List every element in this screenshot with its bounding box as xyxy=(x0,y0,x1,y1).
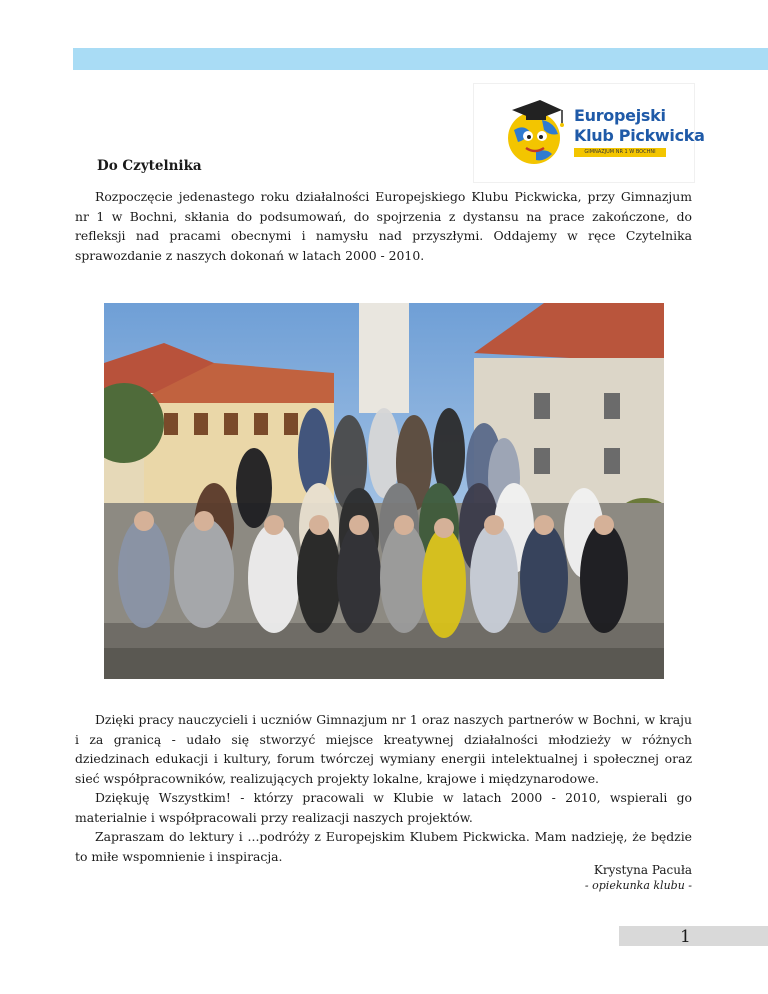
body-paragraph-1: Dzięki pracy nauczycieli i uczniów Gimnazjum nr 1 oraz naszych partnerów w Bochni, w kraju i za granicą - udało się stworzyć miejsce kreatywnej działalności młodzieży w różnych dziedzinach edukacji i kultury, forum twórczej wymiany energii intelektualnej i społecznej oraz sieć współpracowników, realizujących projekty lokalne, krajowe i międzynarodowe. xyxy=(75,712,692,786)
signature xyxy=(585,862,692,894)
header-band xyxy=(73,48,768,70)
page-number-bar xyxy=(619,926,768,946)
group-photo-illustration xyxy=(104,303,664,679)
signature-name: Krystyna Pacuła xyxy=(593,863,692,877)
page-title: Do Czytelnika xyxy=(97,158,202,174)
club-logo xyxy=(473,83,705,183)
intro-paragraph xyxy=(75,187,692,265)
signature-role: - opiekunka klubu - xyxy=(584,879,692,892)
group-photo xyxy=(104,303,664,679)
body-text xyxy=(75,710,692,866)
globe-mascot-icon xyxy=(500,96,572,168)
body-paragraph-3: Zapraszam do lektury i ...podróży z Europejskim Klubem Pickwicka. Mam nadzieję, że będzie to miłe wspomnienie i inspiracja. xyxy=(75,829,692,864)
logo-title-line1: Europejski xyxy=(574,106,666,125)
body-paragraph-2: Dziękuję Wszystkim! - którzy pracowali w Klubie w latach 2000 - 2010, wspierali go materialnie i współpracowali przy realizacji naszych projektów. xyxy=(75,790,692,825)
logo-subtitle: GIMNAZJUM NR 1 W BOCHNI xyxy=(574,148,666,157)
page-number: 1 xyxy=(680,927,691,947)
logo-title-line2: Klub Pickwicka xyxy=(574,126,705,145)
intro-text: Rozpoczęcie jedenastego roku działalności Europejskiego Klubu Pickwicka, przy Gimnazjum nr 1 w Bochni, skłania do podsumowań, do spojrzenia z dystansu na prace zakończone, do refleksji nad pracami obecnymi i namysłu nad przyszłymi. Oddajemy w ręce Czytelnika sprawozdanie z naszych dokonań w latach 2000 - 2010. xyxy=(75,189,692,263)
